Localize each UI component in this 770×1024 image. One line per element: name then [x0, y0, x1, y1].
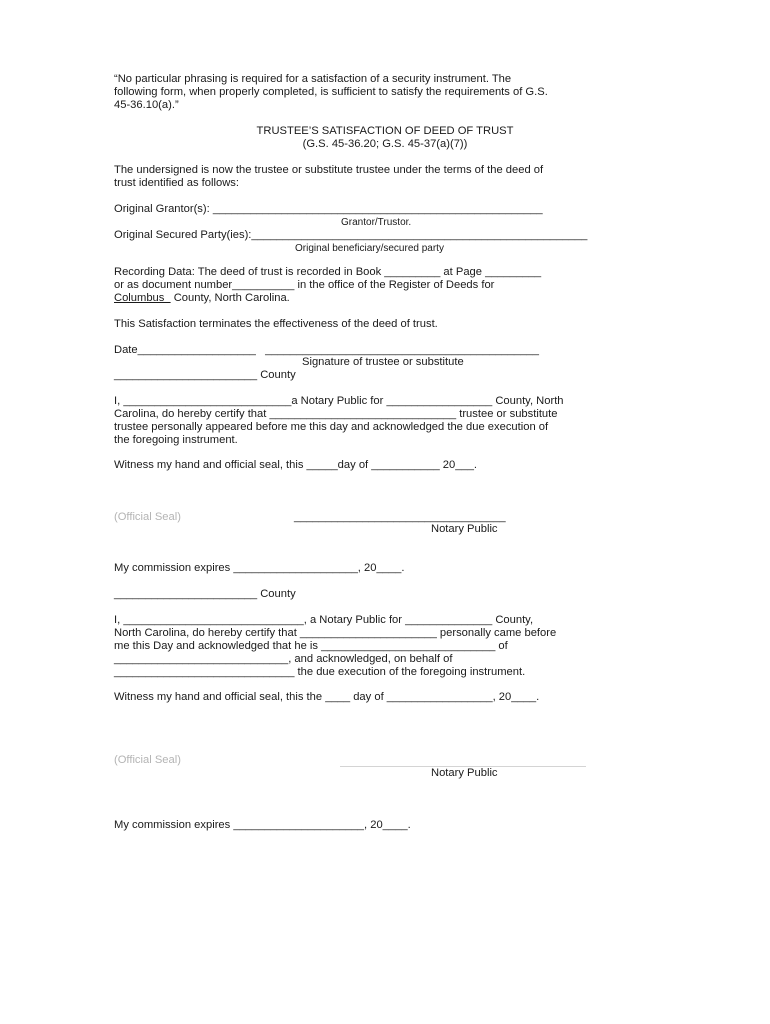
notary2-commission[interactable]: My commission expires _____________________, 20____.	[114, 819, 411, 831]
notary2-witness[interactable]: Witness my hand and official seal, this the ____ day of _________________, 20____.	[114, 691, 540, 703]
notary1-line-2[interactable]: Carolina, do hereby certify that ______________________________ trustee or substitute	[114, 408, 558, 420]
signature-county-line[interactable]: _______________________ County	[114, 369, 296, 381]
notary2-notary-label: Notary Public	[431, 767, 498, 779]
signature-caption: Signature of trustee or substitute	[302, 356, 464, 368]
preamble-line-2: following form, when properly completed, is sufficient to satisfy the requirements of G.S.	[114, 86, 548, 98]
preamble-line-1: “No particular phrasing is required for a satisfaction of a security instrument. The	[114, 73, 512, 85]
notary2-line-1[interactable]: I, _____________________________, a Notary Public for ______________ County,	[114, 614, 534, 626]
notary1-witness[interactable]: Witness my hand and official seal, this _____day of ___________ 20___.	[114, 459, 478, 471]
notary2-official-seal: (Official Seal)	[114, 754, 181, 766]
notary2-county-line[interactable]: _______________________ County	[114, 588, 296, 600]
form-title: TRUSTEE’S SATISFACTION OF DEED OF TRUST	[256, 125, 514, 137]
date-signature-line[interactable]: Date___________________ ____________________________________________	[114, 344, 539, 356]
notary1-official-seal: (Official Seal)	[114, 511, 181, 523]
secured-party-caption: Original beneficiary/secured party	[295, 243, 444, 254]
intro-line-1: The undersigned is now the trustee or substitute trustee under the terms of the deed of	[114, 164, 544, 176]
notary1-notary-label: Notary Public	[431, 523, 498, 535]
intro-line-2: trust identified as follows:	[114, 177, 239, 189]
notary1-signature-line[interactable]: __________________________________	[294, 511, 506, 523]
notary2-line-4[interactable]: ____________________________, and acknowledged, on behalf of	[114, 653, 453, 665]
recording-data-line-3	[114, 292, 290, 305]
recording-data-line-1[interactable]: Recording Data: The deed of trust is recorded in Book _________ at Page _________	[114, 266, 542, 278]
notary2-line-3[interactable]: me this Day and acknowledged that he is ____________________________ of	[114, 640, 508, 652]
notary2-line-5[interactable]: _____________________________ the due execution of the foregoing instrument.	[114, 666, 526, 678]
notary1-line-4: the foregoing instrument.	[114, 434, 238, 446]
notary2-line-2[interactable]: North Carolina, do hereby certify that ______________________ personally came before	[114, 627, 557, 639]
preamble-line-3: 45-36.10(a).”	[114, 99, 179, 111]
notary1-line-1[interactable]: I, ___________________________a Notary Public for _________________ County, North	[114, 395, 564, 407]
grantor-field[interactable]: Original Grantor(s): _____________________________________________________	[114, 203, 543, 215]
form-title-citation: (G.S. 45-36.20; G.S. 45-37(a)(7))	[302, 138, 468, 150]
terminates-statement: This Satisfaction terminates the effectiveness of the deed of trust.	[114, 318, 438, 330]
secured-party-field[interactable]: Original Secured Party(ies):______________________________________________________	[114, 229, 588, 241]
recording-data-line-2[interactable]: or as document number__________ in the office of the Register of Deeds for	[114, 279, 495, 291]
county-name: Columbus	[114, 292, 171, 304]
notary1-commission[interactable]: My commission expires ____________________, 20____.	[114, 562, 405, 574]
notary1-line-3: trustee personally appeared before me this day and acknowledged the due execution of	[114, 421, 549, 433]
grantor-caption: Grantor/Trustor.	[341, 217, 412, 228]
county-suffix: County, North Carolina.	[170, 292, 290, 304]
